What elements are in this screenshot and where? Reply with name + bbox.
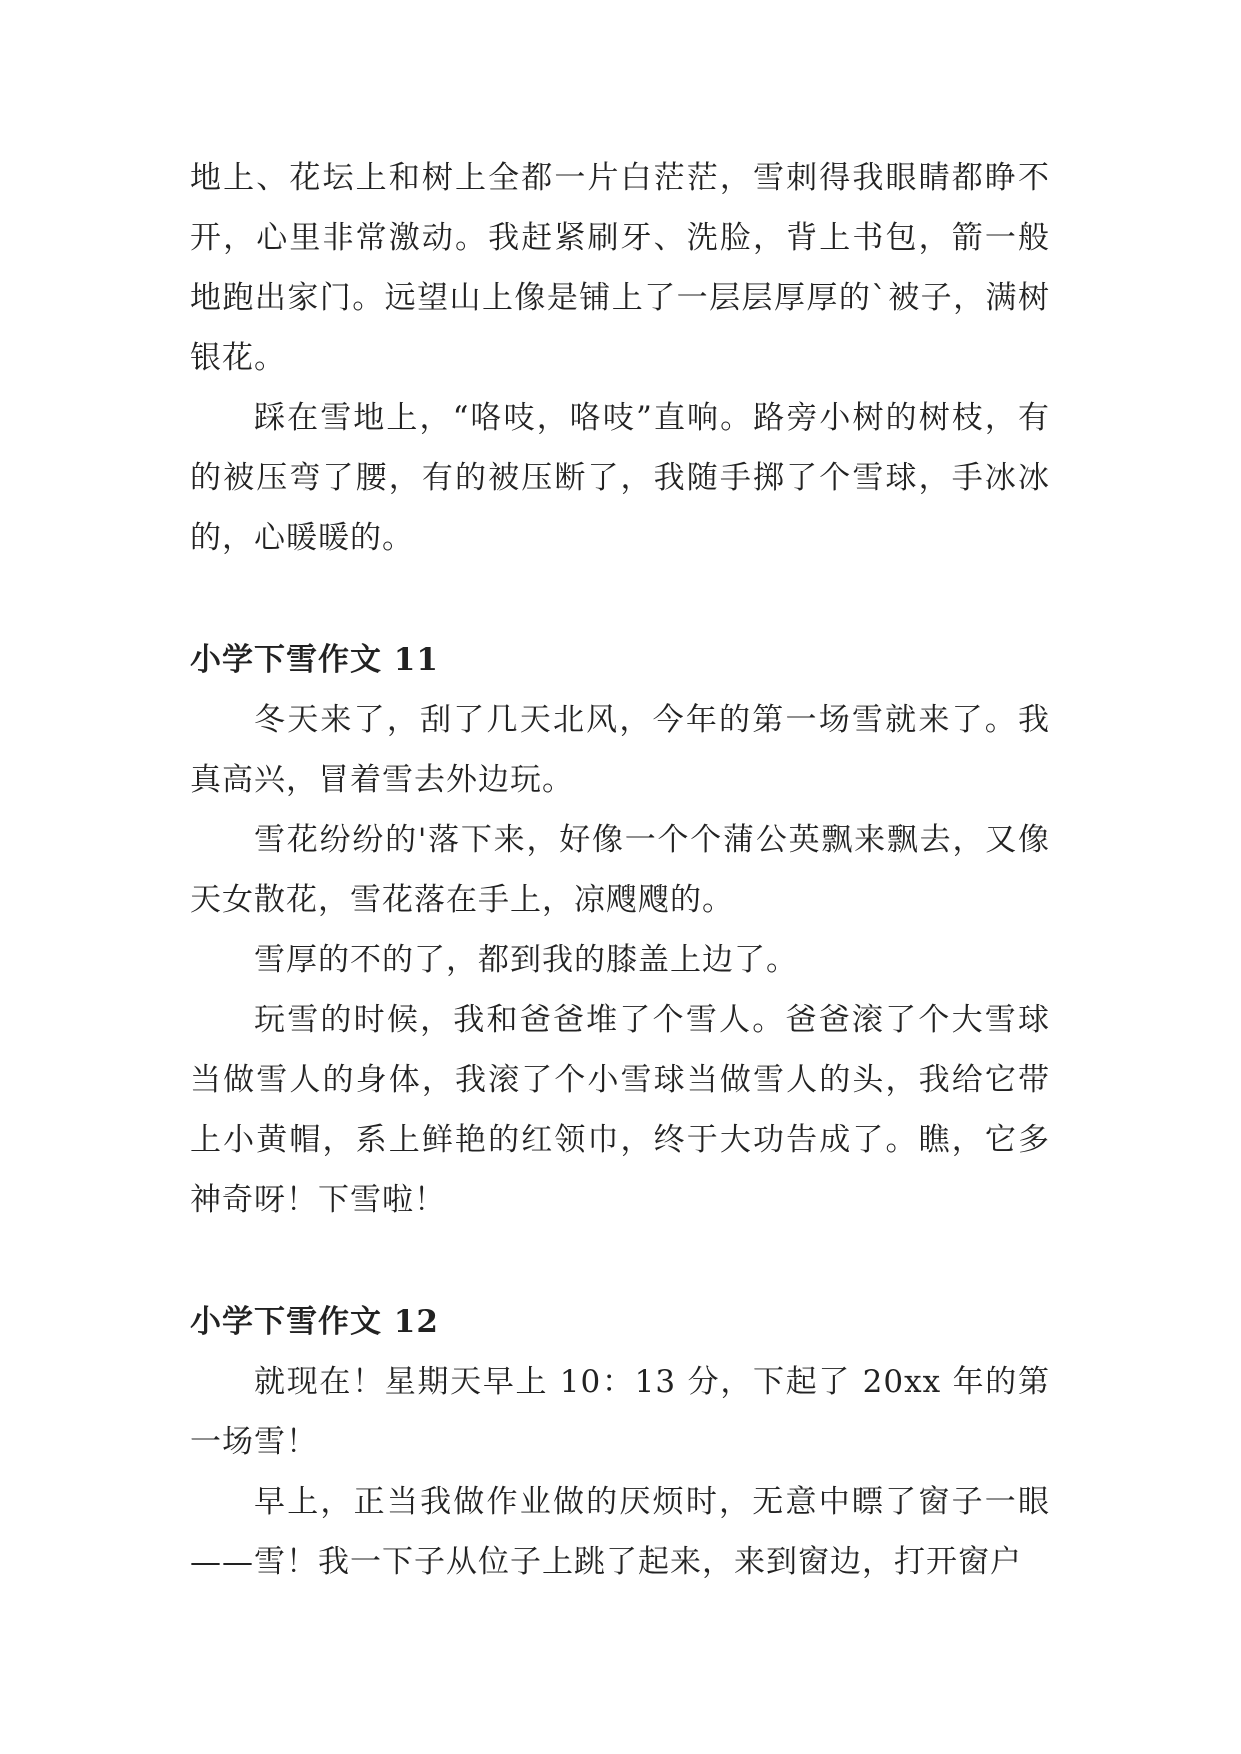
paragraph-3: 冬天来了，刮了几天北风，今年的第一场雪就来了。我真高兴，冒着雪去外边玩。: [190, 702, 1050, 798]
section-heading-12: 小学下雪作文 12: [190, 1304, 439, 1340]
section-heading-11: 小学下雪作文 11: [190, 642, 439, 678]
paragraph-8: 早上，正当我做作业做的厌烦时，无意中瞟了窗子一眼——雪！我一下子从位子上跳了起来，来到窗边，打开窗户: [190, 1484, 1050, 1580]
paragraph-4: 雪花纷纷的'落下来，好像一个个蒲公英飘来飘去，又像天女散花，雪花落在手上，凉飕飕的。: [190, 822, 1050, 918]
paragraph-7: 就现在！星期天早上 10：13 分，下起了 20xx 年的第一场雪！: [190, 1364, 1050, 1460]
paragraph-6: 玩雪的时候，我和爸爸堆了个雪人。爸爸滚了个大雪球当做雪人的身体，我滚了个小雪球当做雪人的头，我给它带上小黄帽，系上鲜艳的红领巾，终于大功告成了。瞧，它多神奇呀！下雪啦！: [190, 1002, 1050, 1218]
paragraph-2: 踩在雪地上，“咯吱，咯吱”直响。路旁小树的树枝，有的被压弯了腰，有的被压断了，我随手掷了个雪球，手冰冰的，心暖暖的。: [190, 400, 1050, 556]
section-gap: [190, 1230, 1050, 1292]
paragraph-1: 地上、花坛上和树上全都一片白茫茫，雪刺得我眼睛都睁不开，心里非常激动。我赶紧刷牙、洗脸，背上书包，箭一般地跑出家门。远望山上像是铺上了一层层厚厚的`被子，满树银花。: [190, 160, 1050, 376]
paragraph-5: 雪厚的不的了，都到我的膝盖上边了。: [254, 942, 798, 978]
document-page: [190, 148, 1050, 1592]
section-gap: [190, 568, 1050, 630]
